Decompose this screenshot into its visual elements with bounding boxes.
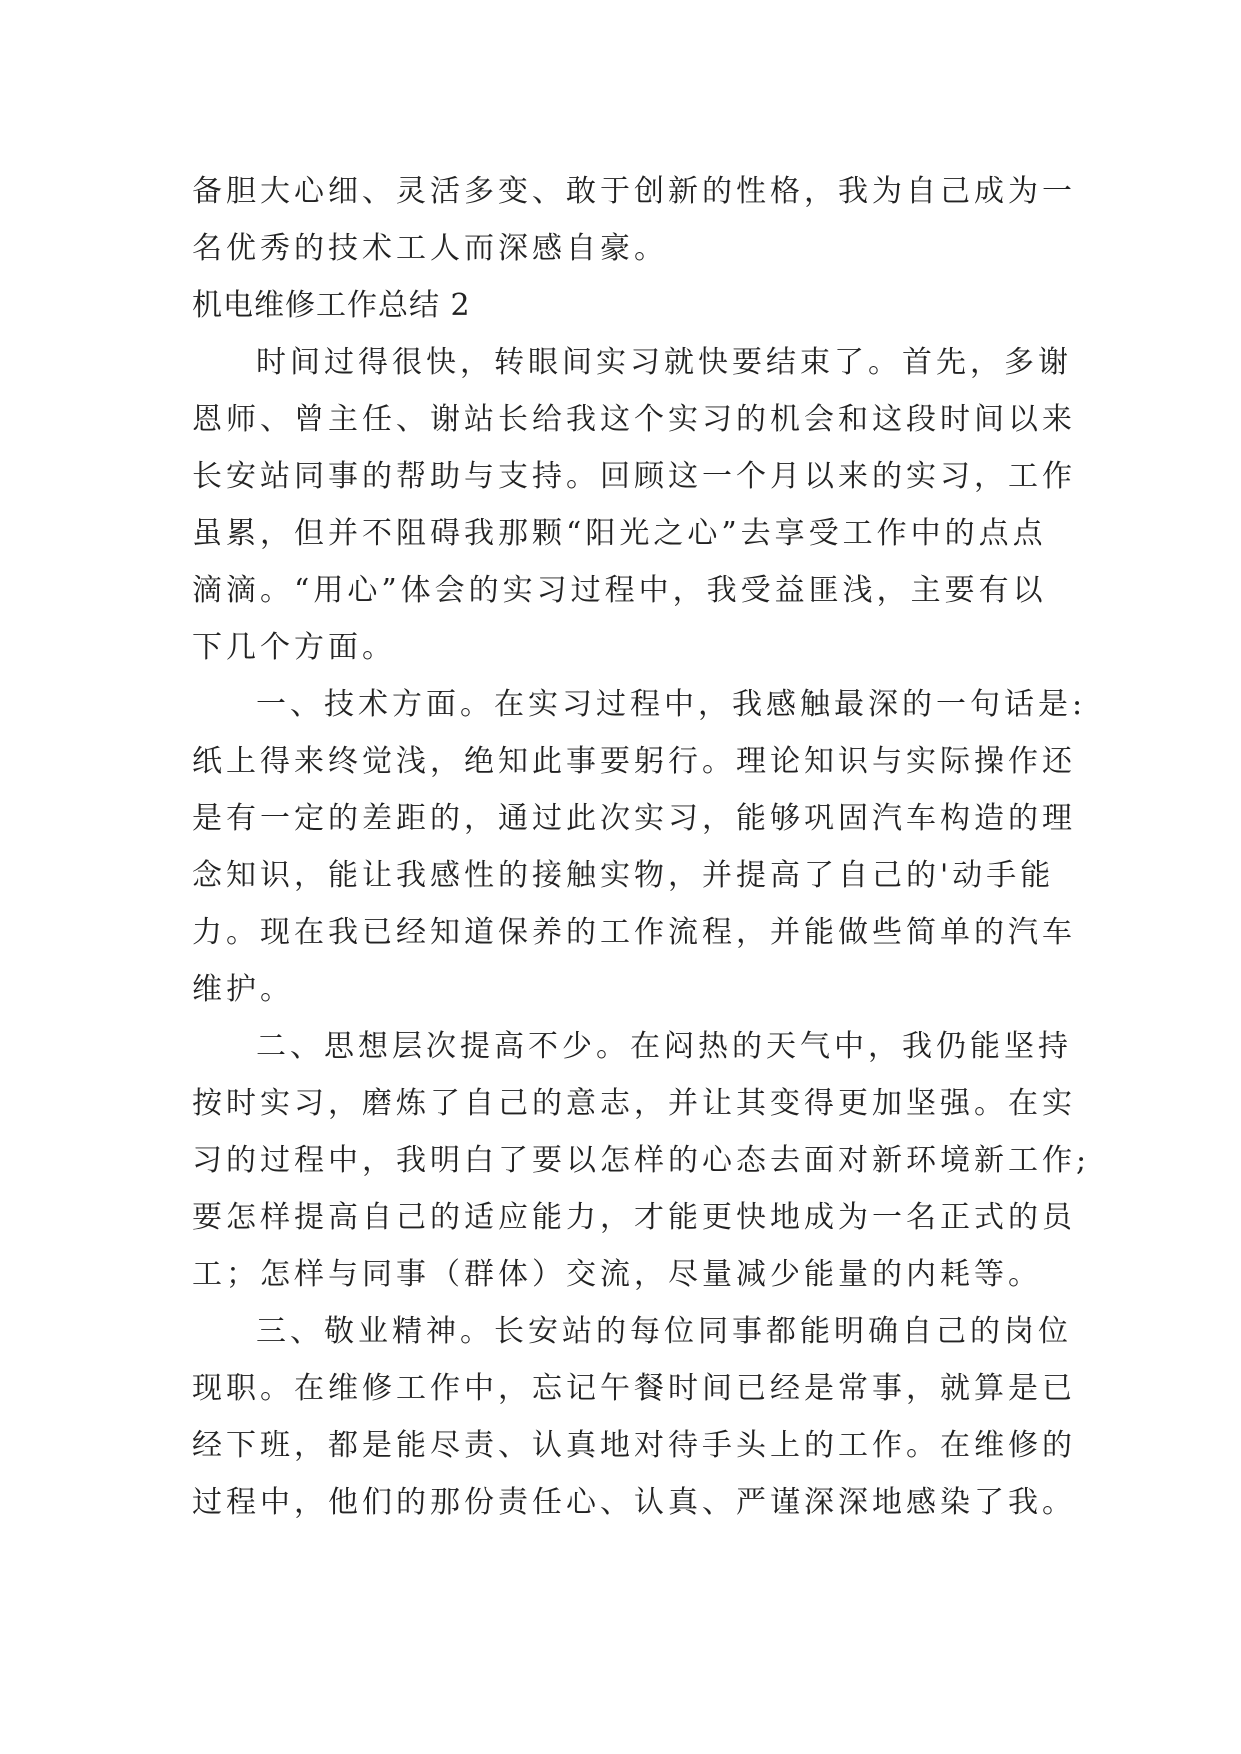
text-line: 工；怎样与同事（群体）交流，尽量减少能量的内耗等。 xyxy=(192,1257,1042,1292)
text-line: 名优秀的技术工人而深感自豪。 xyxy=(192,231,668,266)
section-heading: 机电维修工作总结 2 xyxy=(192,288,471,323)
text-line: 经下班，都是能尽责、认真地对待手头上的工作。在维修的 xyxy=(192,1428,1076,1463)
text-line: 是有一定的差距的，通过此次实习，能够巩固汽车构造的理 xyxy=(192,801,1076,836)
text-line: 纸上得来终觉浅，绝知此事要躬行。理论知识与实际操作还 xyxy=(192,744,1076,779)
text-line: 下几个方面。 xyxy=(192,630,396,665)
text-line: 要怎样提高自己的适应能力，才能更快地成为一名正式的员 xyxy=(192,1200,1076,1235)
paragraph-first-line: 一、技术方面。在实习过程中，我感触最深的一句话是: xyxy=(256,687,1087,722)
text-line: 习的过程中，我明白了要以怎样的心态去面对新环境新工作; xyxy=(192,1143,1091,1178)
document-page xyxy=(192,163,1091,1531)
text-line: 按时实习，磨炼了自己的意志，并让其变得更加坚强。在实 xyxy=(192,1086,1076,1121)
text-line: 念知识，能让我感性的接触实物，并提高了自己的'动手能 xyxy=(192,858,1055,893)
text-line: 恩师、曾主任、谢站长给我这个实习的机会和这段时间以来 xyxy=(192,402,1076,437)
paragraph-first-line: 二、思想层次提高不少。在闷热的天气中，我仍能坚持 xyxy=(256,1029,1072,1064)
text-line: 现职。在维修工作中，忘记午餐时间已经是常事，就算是已 xyxy=(192,1371,1076,1406)
text-line: 虽累，但并不阻碍我那颗“阳光之心”去享受工作中的点点 xyxy=(192,516,1047,551)
text-line: 过程中，他们的那份责任心、认真、严谨深深地感染了我。 xyxy=(192,1485,1076,1520)
text-line: 滴滴。“用心”体会的实习过程中，我受益匪浅，主要有以 xyxy=(192,573,1047,608)
text-line: 长安站同事的帮助与支持。回顾这一个月以来的实习，工作 xyxy=(192,459,1076,494)
text-line: 力。现在我已经知道保养的工作流程，并能做些简单的汽车 xyxy=(192,915,1076,950)
paragraph-first-line: 时间过得很快，转眼间实习就快要结束了。首先，多谢 xyxy=(256,345,1072,380)
text-line: 备胆大心细、灵活多变、敢于创新的性格，我为自己成为一 xyxy=(192,174,1076,209)
paragraph-first-line: 三、敬业精神。长安站的每位同事都能明确自己的岗位 xyxy=(256,1314,1072,1349)
text-line: 维护。 xyxy=(192,972,294,1007)
